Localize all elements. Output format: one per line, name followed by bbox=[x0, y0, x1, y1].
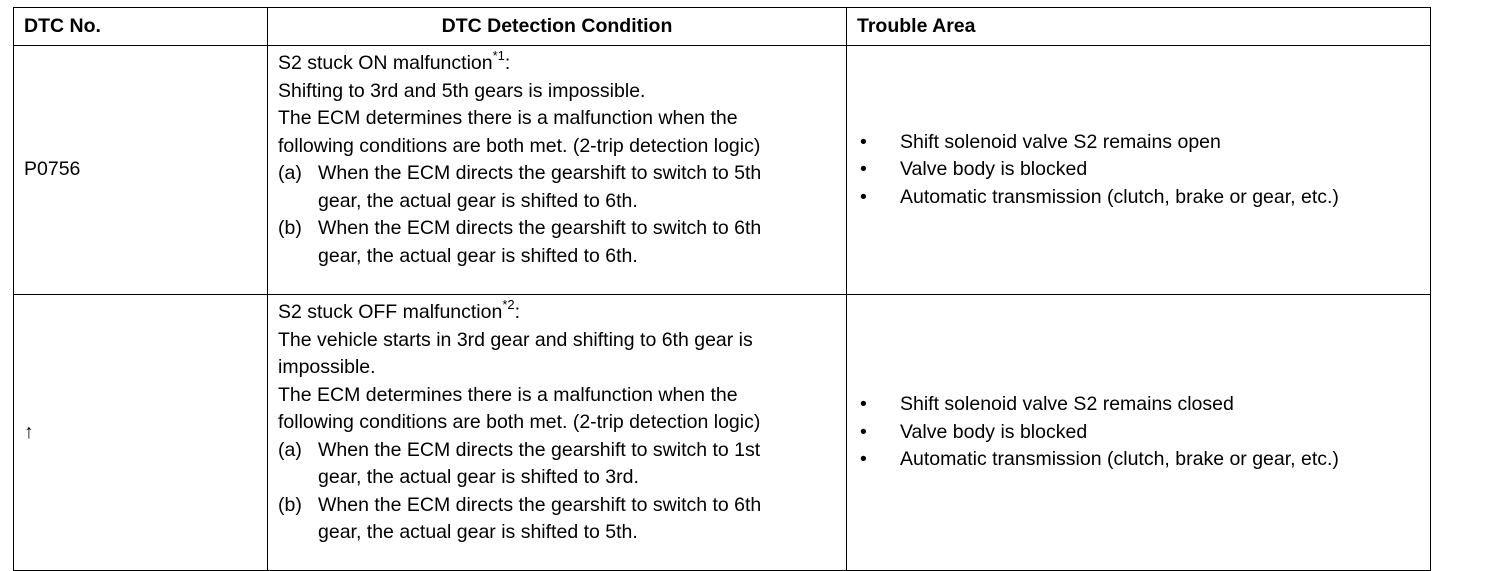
condition-desc-line: Shifting to 3rd and 5th gears is impossible. bbox=[278, 79, 646, 102]
bullet-icon: • bbox=[860, 448, 867, 471]
dtc-code: ↑ bbox=[14, 295, 268, 571]
dtc-table bbox=[13, 7, 1431, 571]
condition-title-text: S2 stuck ON malfunction bbox=[278, 52, 493, 74]
trouble-area-text: Shift solenoid valve S2 remains closed bbox=[900, 393, 1234, 416]
condition-desc-line: The vehicle starts in 3rd gear and shifting to 6th gear is bbox=[278, 328, 753, 351]
condition-item-label: (b) bbox=[278, 493, 302, 516]
condition-item-line: When the ECM directs the gearshift to switch to 5th bbox=[318, 162, 762, 184]
condition-title-text: S2 stuck OFF malfunction bbox=[278, 301, 503, 323]
header-trouble-area: Trouble Area bbox=[847, 8, 1431, 46]
table-row bbox=[14, 46, 1431, 295]
header-dtc-no: DTC No. bbox=[14, 8, 268, 46]
condition-desc-line: The ECM determines there is a malfunction when the bbox=[278, 107, 738, 129]
list-item bbox=[857, 446, 1430, 474]
header-detection-condition: DTC Detection Condition bbox=[268, 8, 847, 46]
condition-item-text bbox=[318, 215, 836, 270]
condition-item-text bbox=[318, 160, 836, 215]
condition-item-line: When the ECM directs the gearshift to switch to 6th bbox=[318, 493, 762, 516]
condition-item bbox=[278, 492, 836, 547]
table-row bbox=[14, 295, 1431, 571]
trouble-area-text: Automatic transmission (clutch, brake or gear, etc.) bbox=[900, 185, 1339, 208]
detection-condition bbox=[268, 295, 847, 571]
bullet-icon: • bbox=[860, 185, 867, 208]
condition-item bbox=[278, 215, 836, 270]
bullet-icon: • bbox=[860, 130, 867, 153]
condition-item bbox=[278, 437, 836, 492]
bullet-icon: • bbox=[860, 158, 867, 181]
condition-item-label: (b) bbox=[278, 217, 302, 239]
list-item bbox=[857, 184, 1430, 212]
dtc-code: P0756 bbox=[14, 46, 268, 295]
bullet-icon: • bbox=[860, 393, 867, 416]
condition-desc-line: following conditions are both met. (2-trip detection logic) bbox=[278, 411, 761, 433]
condition-item-text bbox=[318, 437, 836, 492]
trouble-area bbox=[847, 295, 1431, 571]
footnote-ref: *2 bbox=[502, 296, 515, 312]
trouble-area-text: Valve body is blocked bbox=[900, 158, 1088, 181]
condition-desc-line: The ECM determines there is a malfunction when the bbox=[278, 383, 738, 406]
list-item bbox=[857, 391, 1430, 419]
trouble-area-text: Shift solenoid valve S2 remains open bbox=[900, 130, 1221, 153]
bullet-icon: • bbox=[860, 420, 867, 443]
condition-item-label: (a) bbox=[278, 438, 302, 461]
list-item bbox=[857, 129, 1430, 157]
condition-desc-line: following conditions are both met. (2-trip detection logic) bbox=[278, 134, 761, 157]
condition-item bbox=[278, 160, 836, 215]
header-row bbox=[14, 8, 1431, 46]
condition-item-line: gear, the actual gear is shifted to 3rd. bbox=[318, 466, 639, 488]
condition-title-suffix: : bbox=[504, 52, 511, 74]
condition-item-line: When the ECM directs the gearshift to switch to 6th bbox=[318, 217, 762, 239]
condition-item-text bbox=[318, 492, 836, 547]
condition-item-label: (a) bbox=[278, 162, 302, 184]
list-item bbox=[857, 419, 1430, 447]
condition-item-line: gear, the actual gear is shifted to 6th. bbox=[318, 244, 638, 267]
list-item bbox=[857, 156, 1430, 184]
condition-item-line: gear, the actual gear is shifted to 5th. bbox=[318, 521, 638, 543]
condition-desc-line: impossible. bbox=[278, 356, 376, 378]
detection-condition bbox=[268, 46, 847, 295]
trouble-area bbox=[847, 46, 1431, 295]
trouble-area-text: Valve body is blocked bbox=[900, 420, 1088, 443]
trouble-area-list bbox=[857, 391, 1430, 474]
condition-title bbox=[278, 47, 836, 78]
condition-title bbox=[278, 296, 836, 327]
condition-item-line: When the ECM directs the gearshift to switch to 1st bbox=[318, 438, 761, 461]
condition-item-line: gear, the actual gear is shifted to 6th. bbox=[318, 189, 638, 212]
condition-title-suffix: : bbox=[514, 301, 521, 323]
trouble-area-text: Automatic transmission (clutch, brake or gear, etc.) bbox=[900, 448, 1339, 471]
footnote-ref: *1 bbox=[492, 47, 505, 63]
trouble-area-list bbox=[857, 129, 1430, 212]
